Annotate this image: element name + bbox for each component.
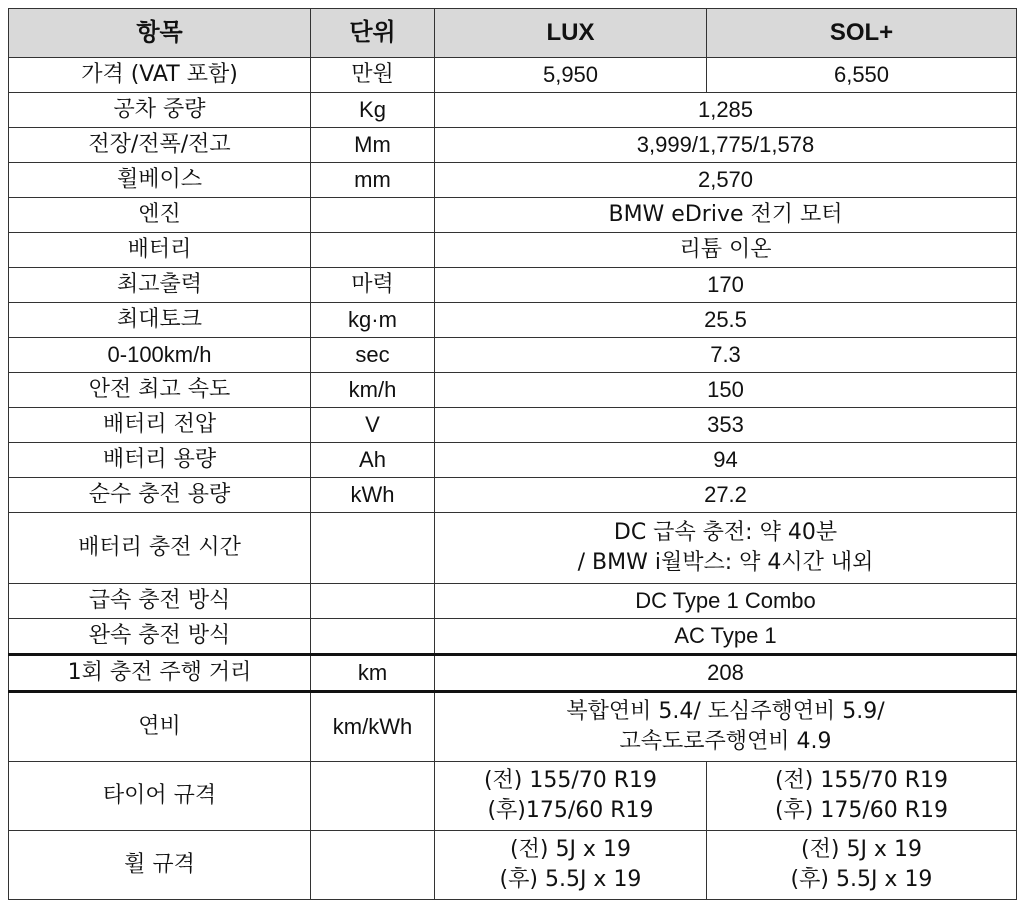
- front-spec: (전) 5J x 19: [801, 837, 922, 862]
- row-price: [9, 58, 1017, 93]
- lux-value: [435, 831, 707, 900]
- row-unit: km/h: [311, 373, 435, 408]
- row-label: 공차 중량: [9, 93, 311, 128]
- lux-value: [435, 762, 707, 831]
- row-dimensions: [9, 128, 1017, 163]
- front-spec: (전) 155/70 R19: [483, 768, 658, 793]
- row-battery: [9, 233, 1017, 268]
- row-unit: mm: [311, 163, 435, 198]
- value-line-2: / BMW i월박스: 약 4시간 내외: [577, 550, 874, 575]
- row-net-charge: [9, 478, 1017, 513]
- row-label: 휠 규격: [9, 831, 311, 900]
- row-label: 전장/전폭/전고: [9, 128, 311, 163]
- spec-table-container: [8, 8, 1016, 900]
- row-unit: [311, 619, 435, 655]
- front-spec: (전) 155/70 R19: [774, 768, 949, 793]
- row-unit: [311, 198, 435, 233]
- row-label: 엔진: [9, 198, 311, 233]
- sol-value: 6,550: [707, 58, 1017, 93]
- row-unit: 마력: [311, 268, 435, 303]
- rear-spec: (후)175/60 R19: [487, 798, 654, 823]
- row-label: 안전 최고 속도: [9, 373, 311, 408]
- row-max-power: [9, 268, 1017, 303]
- value-line-2: 고속도로주행연비 4.9: [619, 729, 832, 754]
- row-unit: [311, 762, 435, 831]
- row-label: 0-100km/h: [9, 338, 311, 373]
- row-value: 2,570: [435, 163, 1017, 198]
- header-sol: SOL+: [707, 9, 1017, 58]
- row-unit: Ah: [311, 443, 435, 478]
- row-unit: [311, 233, 435, 268]
- header-row: [9, 9, 1017, 58]
- row-label: 완속 충전 방식: [9, 619, 311, 655]
- row-acceleration: [9, 338, 1017, 373]
- row-unit: km: [311, 655, 435, 692]
- row-value: 25.5: [435, 303, 1017, 338]
- row-max-torque: [9, 303, 1017, 338]
- header-item: 항목: [9, 9, 311, 58]
- row-efficiency: [9, 692, 1017, 762]
- row-unit: V: [311, 408, 435, 443]
- row-label: 최고출력: [9, 268, 311, 303]
- row-label: 배터리: [9, 233, 311, 268]
- row-slow-charge: [9, 619, 1017, 655]
- row-range: [9, 655, 1017, 692]
- rear-spec: (후) 5.5J x 19: [499, 867, 642, 892]
- row-value: 353: [435, 408, 1017, 443]
- row-value: AC Type 1: [435, 619, 1017, 655]
- row-unit: [311, 584, 435, 619]
- row-label: 최대토크: [9, 303, 311, 338]
- row-label: 타이어 규격: [9, 762, 311, 831]
- header-lux: LUX: [435, 9, 707, 58]
- row-value: 리튬 이온: [435, 233, 1017, 268]
- row-value: 170: [435, 268, 1017, 303]
- row-label: 배터리 충전 시간: [9, 513, 311, 584]
- sol-value: [707, 762, 1017, 831]
- row-value: 208: [435, 655, 1017, 692]
- row-label: 배터리 전압: [9, 408, 311, 443]
- row-tire: [9, 762, 1017, 831]
- row-voltage: [9, 408, 1017, 443]
- row-value: 150: [435, 373, 1017, 408]
- lux-value: 5,950: [435, 58, 707, 93]
- row-value: 7.3: [435, 338, 1017, 373]
- row-label: 가격 (VAT 포함): [9, 58, 311, 93]
- row-wheel: [9, 831, 1017, 900]
- row-label: 배터리 용량: [9, 443, 311, 478]
- row-value: [435, 692, 1017, 762]
- row-label: 휠베이스: [9, 163, 311, 198]
- row-value: 3,999/1,775/1,578: [435, 128, 1017, 163]
- row-value: 27.2: [435, 478, 1017, 513]
- spec-table: [8, 8, 1017, 900]
- rear-spec: (후) 5.5J x 19: [790, 867, 933, 892]
- row-unit: 만원: [311, 58, 435, 93]
- front-spec: (전) 5J x 19: [510, 837, 631, 862]
- row-label: 순수 충전 용량: [9, 478, 311, 513]
- row-unit: [311, 831, 435, 900]
- row-unit: km/kWh: [311, 692, 435, 762]
- row-engine: [9, 198, 1017, 233]
- value-line-1: DC 급속 충전: 약 40분: [613, 520, 838, 545]
- row-label: 급속 충전 방식: [9, 584, 311, 619]
- row-wheelbase: [9, 163, 1017, 198]
- row-fast-charge: [9, 584, 1017, 619]
- row-unit: kWh: [311, 478, 435, 513]
- row-unit: [311, 513, 435, 584]
- row-top-speed: [9, 373, 1017, 408]
- row-charge-time: [9, 513, 1017, 584]
- row-value: BMW eDrive 전기 모터: [435, 198, 1017, 233]
- row-capacity: [9, 443, 1017, 478]
- row-value: [435, 513, 1017, 584]
- row-unit: Mm: [311, 128, 435, 163]
- row-label: 연비: [9, 692, 311, 762]
- sol-value: [707, 831, 1017, 900]
- rear-spec: (후) 175/60 R19: [774, 798, 949, 823]
- row-unit: Kg: [311, 93, 435, 128]
- value-line-1: 복합연비 5.4/ 도심주행연비 5.9/: [566, 699, 885, 724]
- row-label: 1회 충전 주행 거리: [9, 655, 311, 692]
- header-unit: 단위: [311, 9, 435, 58]
- row-value: 1,285: [435, 93, 1017, 128]
- row-unit: sec: [311, 338, 435, 373]
- row-value: 94: [435, 443, 1017, 478]
- row-weight: [9, 93, 1017, 128]
- row-unit: kg·m: [311, 303, 435, 338]
- row-value: DC Type 1 Combo: [435, 584, 1017, 619]
